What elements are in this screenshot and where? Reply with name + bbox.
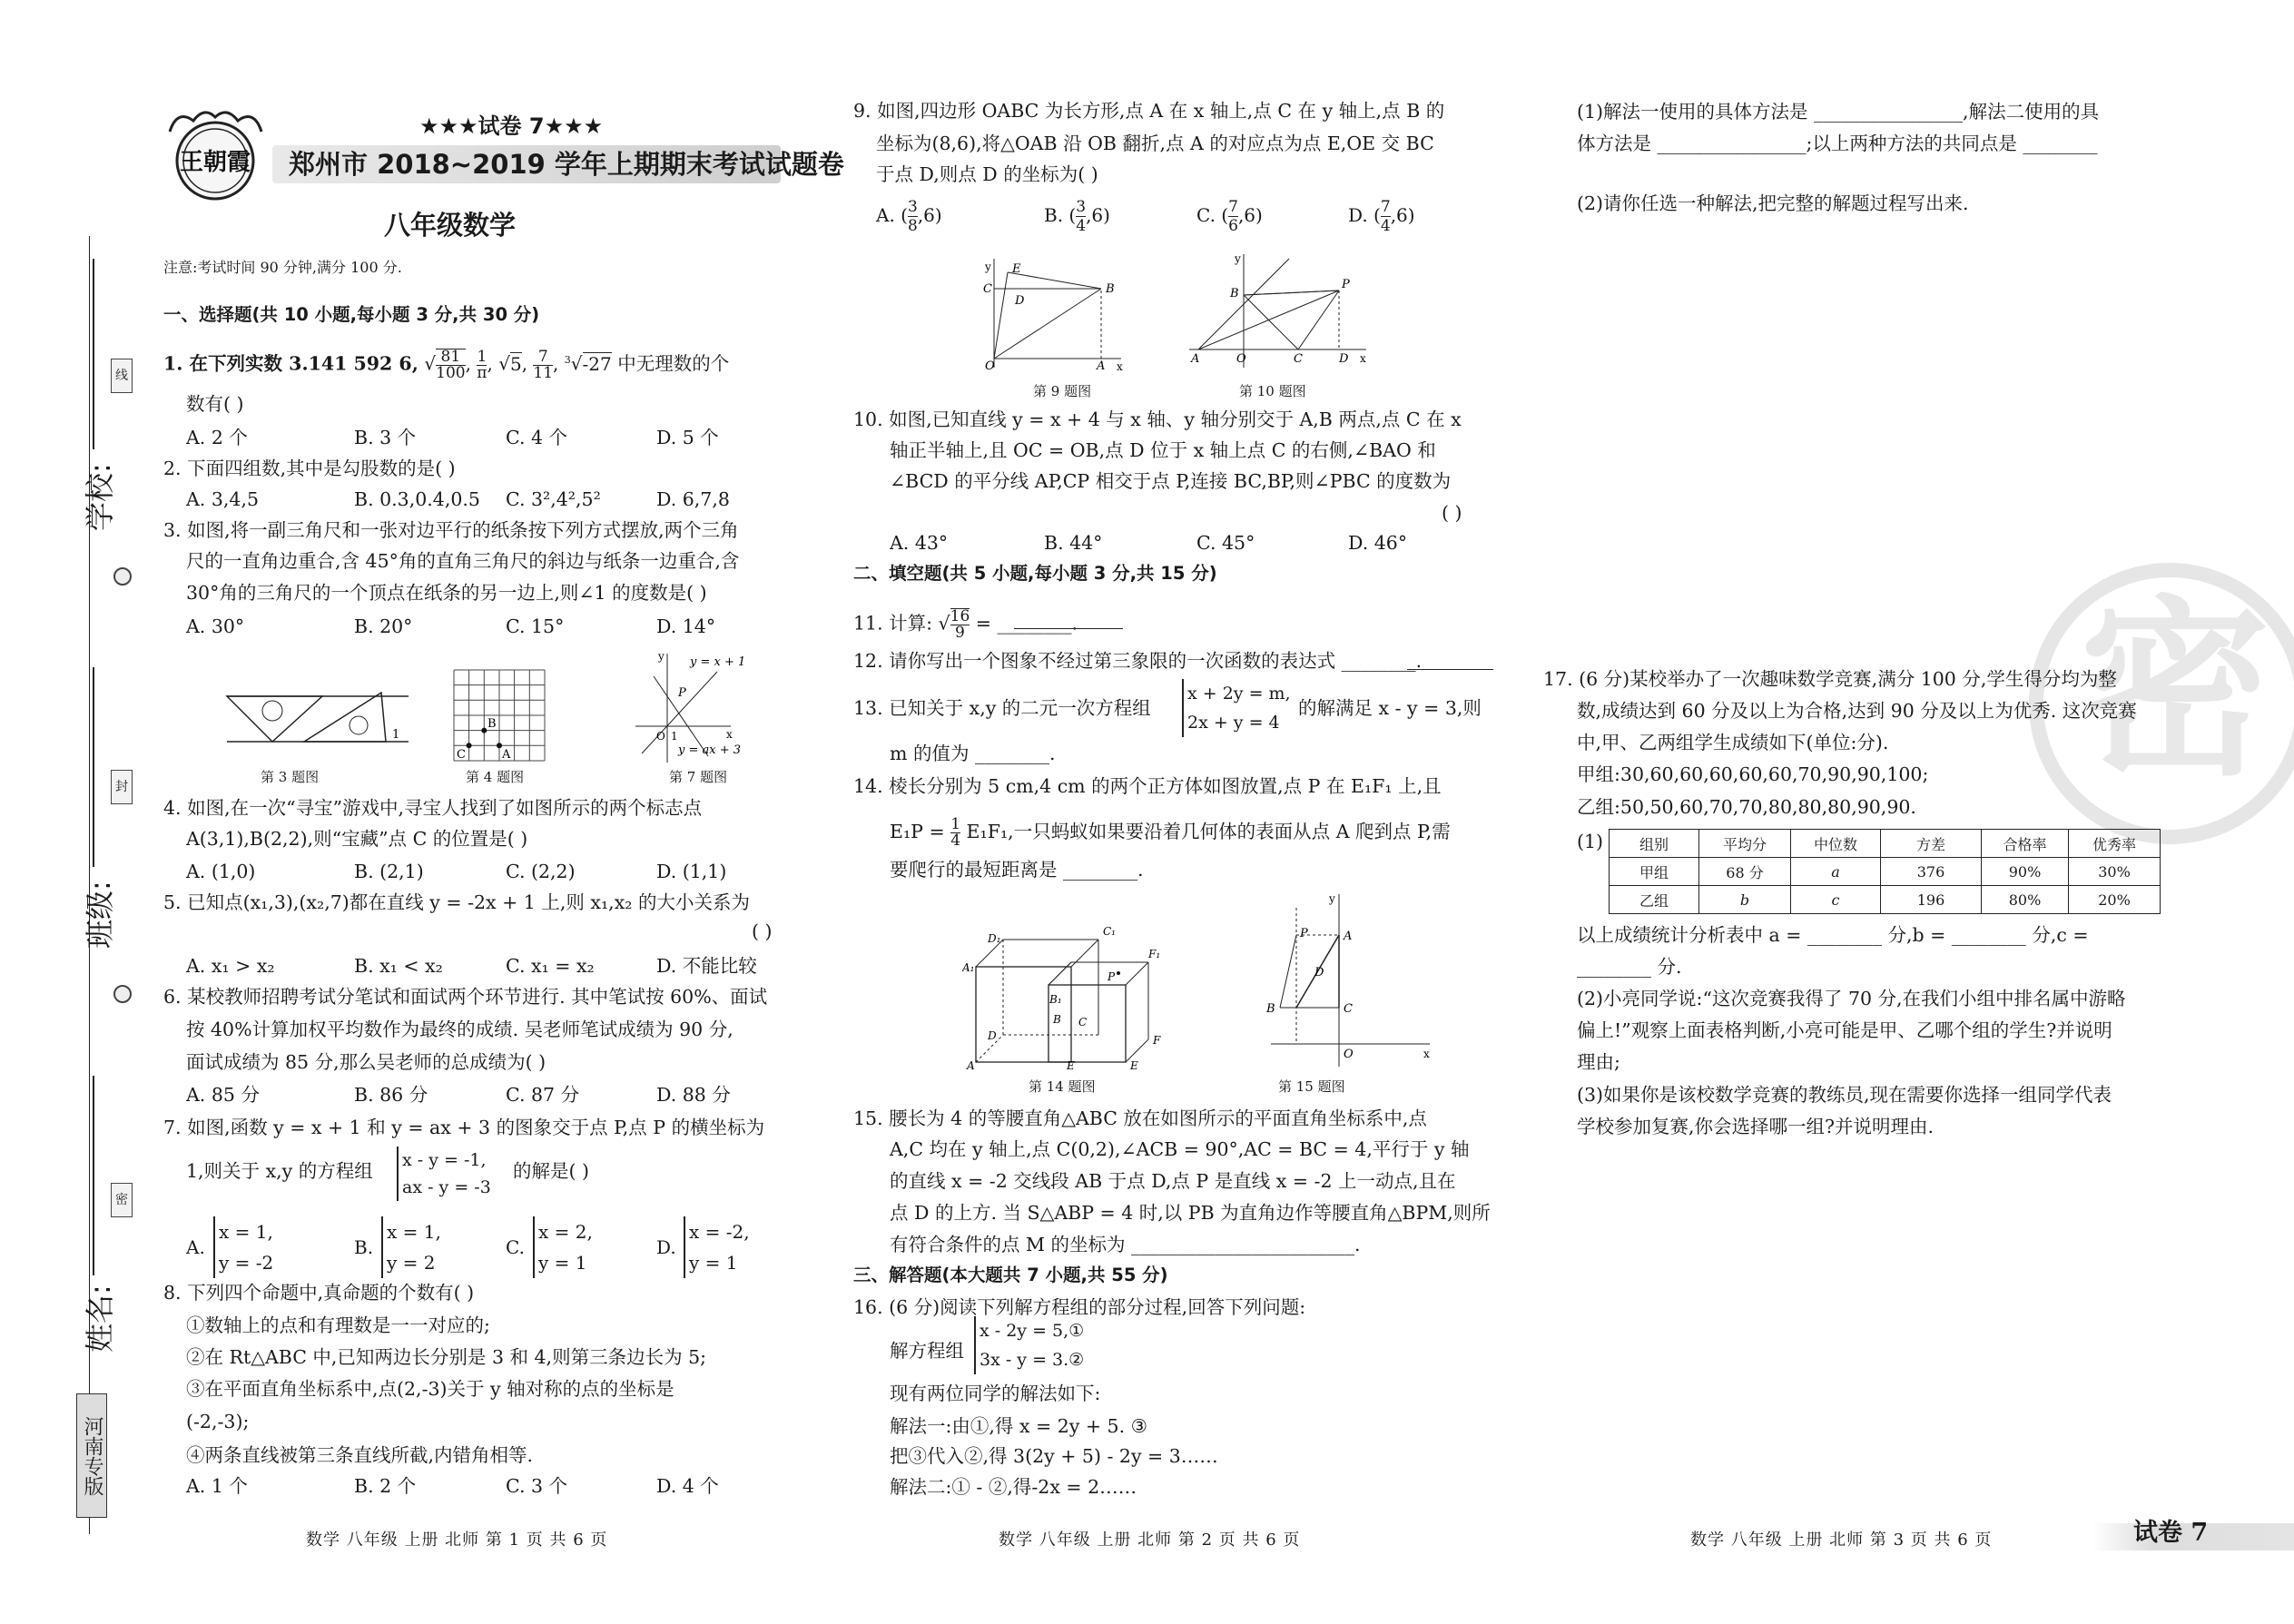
q15-text-1: 15. 腰长为 4 的等腰直角△ABC 放在如图所示的平面直角坐标系中,点 [853,1107,1427,1129]
q10-option-b[interactable]: B. 44° [1044,532,1103,554]
svg-text:x: x [726,728,733,741]
table-cell: a [1791,858,1881,886]
name-label: 姓名: [83,1284,117,1353]
svg-text:F: F [1153,1034,1161,1047]
q16-part2-text: (2)请你任选一种解法,把完整的解题过程写出来. [1577,192,1969,214]
q5-option-c[interactable]: C. x₁ = x₂ [506,955,595,977]
svg-text:C: C [1294,352,1303,366]
table-header-cell: 平均分 [1699,830,1791,858]
table-header-cell: 合格率 [1982,830,2069,858]
q17-part3-text-2: 学校参加复赛,你会选择哪一组?并说明理由. [1577,1116,1935,1137]
svg-text:D: D [988,1029,997,1042]
svg-text:B: B [1230,287,1239,300]
q14-text-2: E₁P = $\frac{1}{4}$ E₁F₁,一只蚂蚁如果要沿着几何体的表面从点 A 爬到点 P,需 [890,815,1451,850]
subject-title: 八年级数学 [384,210,517,241]
q8-text: 8. 下列四个命题中,真命题的个数有( ) [163,1282,475,1304]
svg-text:C: C [1078,1016,1088,1029]
q1-text: 1. 在下列实数 3.141 592 6, √ $\frac{81}{100}$ , $\frac{1}{\pi}$ , √5, $\frac{7}{11}$ , $^3$√-27 中无理数的个 [163,347,730,382]
q13-text-3: m 的值为 ________. [890,743,1056,764]
q6-option-a[interactable]: A. 85 分 [186,1084,260,1106]
figure-4-caption: 第 4 题图 [466,769,525,785]
figure-15-caption: 第 15 题图 [1278,1078,1345,1095]
q17-part1-blanks-cont: ________ 分. [1577,956,1682,978]
q15-text-2: A,C 均在 y 轴上,点 C(0,2),∠ACB = 90°,AC = BC = 4,平行于 y 轴 [890,1138,1470,1160]
q5-option-a[interactable]: A. x₁ > x₂ [186,955,275,977]
q8-statement-1: ①数轴上的点和有理数是一一对应的; [186,1314,490,1336]
table-cell: 68 分 [1699,858,1791,886]
q9-text-1: 9. 如图,四边形 OABC 为长方形,点 A 在 x 轴上,点 C 在 y 轴上,点 B 的 [853,100,1445,122]
q6-text-3: 面试成绩为 85 分,那么吴老师的总成绩为( ) [186,1051,546,1073]
q3-text-2: 尺的一直角边重合,含 45°角的直角三角尺的斜边与纸条一边重合,含 [186,550,740,572]
svg-text:P: P [678,686,686,700]
table-header-cell: 中位数 [1791,830,1881,858]
q10-text-1: 10. 如图,已知直线 y = x + 4 与 x 轴、y 轴分别交于 A,B 两点,点 C 在 x [853,408,1462,430]
svg-text:y: y [1329,892,1335,905]
table-cell: 乙组 [1610,886,1699,914]
q4-text-1: 4. 如图,在一次“寻宝”游戏中,寻宝人找到了如图所示的两个标志点 [163,797,703,819]
q2-option-d[interactable]: D. 6,7,8 [656,488,730,510]
svg-text:C: C [1344,1002,1353,1016]
q17-part2-text-3: 理由; [1577,1051,1620,1073]
q17-part1-label: (1) [1577,831,1604,852]
q3-option-c[interactable]: C. 15° [506,615,565,637]
q16-text-b: 现有两位同学的解法如下: [890,1383,1101,1404]
figure-9-caption: 第 9 题图 [1033,383,1092,399]
svg-text:y: y [658,650,665,663]
svg-text:A: A [502,748,511,762]
footer-page-2: 数学 八年级 上册 北师 第 2 页 共 6 页 [999,1530,1301,1550]
svg-text:E: E [1067,1059,1075,1071]
q16-text: 16. (6 分)阅读下列解方程组的部分过程,回答下列问题: [853,1296,1306,1318]
svg-text:D: D [1314,966,1324,979]
q10-text-4: ( ) [1442,502,1462,524]
q7-text-2: 1,则关于 x,y 的方程组 [186,1160,373,1182]
footer-page-3: 数学 八年级 上册 北师 第 3 页 共 6 页 [1690,1530,1993,1550]
q4-option-a[interactable]: A. (1,0) [186,861,256,882]
table-header-cell: 方差 [1881,830,1982,858]
q3-option-d[interactable]: D. 14° [656,615,716,637]
exam-notice: 注意:考试时间 90 分钟,满分 100 分. [163,259,402,276]
q9-option-c[interactable]: C. ( $\frac{7}{6}$ ,6) [1196,198,1263,235]
binding-ring-1 [113,567,132,586]
class-field[interactable] [93,667,94,867]
q2-option-c[interactable]: C. 3²,4²,5² [506,488,601,510]
figure-10-caption: 第 10 题图 [1239,383,1306,399]
svg-text:E: E [1130,1059,1138,1071]
svg-text:F₁: F₁ [1148,948,1161,960]
q16-text-e: 解法二:① - ②,得-2x = 2…… [890,1476,1137,1498]
q1-option-a[interactable]: A. 2 个 [186,427,248,448]
q10-option-c[interactable]: C. 45° [1196,532,1255,554]
q8-statement-3: ③在平面直角坐标系中,点(2,-3)关于 y 轴对称的点的坐标是 [186,1378,674,1400]
q9-text-2: 坐标为(8,6),将△OAB 沿 OB 翻折,点 A 的对应点为点 E,OE 交 BC [876,133,1434,154]
q17-text-3: 中,甲、乙两组学生成绩如下(单位:分). [1577,732,1889,753]
figure-3 [218,685,418,758]
q3-text-3: 30°角的三角尺的一个顶点在纸条的另一边上,则∠1 的度数是( ) [186,582,707,604]
svg-text:D: D [1015,294,1025,308]
table-cell: 甲组 [1610,858,1699,886]
svg-text:D₁: D₁ [988,932,1001,945]
q7-text-1: 7. 如图,函数 y = x + 1 和 y = ax + 3 的图象交于点 P,点 P 的横坐标为 [163,1117,765,1138]
name-field[interactable] [93,1076,94,1275]
q15-text-5: 有符合条件的点 M 的坐标为 ________________________. [890,1234,1361,1255]
q2-text: 2. 下面四组数,其中是勾股数的是( ) [163,458,456,479]
q14-text-3: 要爬行的最短距离是 ________. [890,859,1144,881]
q16-text-c: 解法一:由①,得 x = 2y + 5. ③ [890,1415,1147,1437]
q6-text-1: 6. 某校教师招聘考试分笔试和面试两个环节进行. 其中笔试按 60%、面试 [163,986,768,1008]
figure-7 [631,649,785,767]
q15-text-3: 的直线 x = -2 交线段 AB 于点 D,点 P 是直线 x = -2 上一动点,且在 [890,1170,1456,1192]
table-row [1610,886,2161,914]
q9-text-3: 于点 D,则点 D 的坐标为( ) [876,163,1098,185]
q5-option-d[interactable]: D. 不能比较 [656,955,757,977]
class-label: 班级: [83,881,117,949]
q2-option-b[interactable]: B. 0.3,0.4,0.5 [354,488,480,510]
svg-text:x: x [1117,360,1123,372]
q16-system: x - 2y = 5,① 3x - y = 3.② [974,1316,1084,1374]
svg-text:C: C [983,282,992,296]
q6-option-d[interactable]: D. 88 分 [656,1084,731,1106]
q1-numbers: √ $\frac{81}{100}$ , $\frac{1}{\pi}$ , √5, $\frac{7}{11}$ , $^3$√-27 [424,347,612,382]
q3-option-a[interactable]: A. 30° [186,615,245,637]
school-label: 学校: [83,463,117,531]
table-row [1610,858,2161,886]
q13-text-2: 的解满足 x - y = 3,则 [1298,697,1482,719]
q8-statement-2: ②在 Rt△ABC 中,已知两边长分别是 3 和 4,则第三条边长为 5; [186,1346,707,1368]
svg-text:y = ax + 3: y = ax + 3 [678,743,742,757]
svg-text:O: O [1344,1048,1354,1061]
figure-7-caption: 第 7 题图 [669,769,728,785]
exam-title: 郑州市 2018~2019 学年上期期末考试试题卷 [289,149,844,180]
svg-text:O: O [1236,352,1246,366]
svg-text:A₁: A₁ [962,961,975,974]
q17-group-b-scores: 乙组:50,50,60,70,70,80,80,80,90,90. [1577,796,1916,818]
figure-14-caption: 第 14 题图 [1029,1078,1096,1095]
q17-part3-text-1: (3)如果你是该校数学竞赛的教练员,现在需要你选择一组同学代表 [1577,1084,2112,1106]
q4-text-2: A(3,1),B(2,2),则“宝藏”点 C 的位置是( ) [186,828,528,850]
svg-text:B: B [1106,282,1115,296]
q12-answer-blank[interactable] [1407,669,1493,670]
footer-paper-badge: 试卷 7 [2133,1519,2209,1547]
svg-text:x: x [1423,1048,1430,1060]
svg-text:y = x + 1: y = x + 1 [690,655,746,669]
figure-14 [962,917,1162,1071]
svg-text:B: B [487,717,497,731]
q9-option-d[interactable]: D. ( $\frac{7}{4}$ ,6) [1348,198,1415,235]
q17-group-a-scores: 甲组:30,60,60,60,60,60,70,90,90,100; [1577,763,1929,785]
svg-text:B: B [1053,1013,1061,1026]
table-header-row [1610,830,2161,858]
q17-text-2: 数,成绩达到 60 分及以上为合格,达到 90 分及以上为优秀. 这次竞赛 [1577,700,2137,722]
q8-statement-3-cont: (-2,-3); [186,1411,250,1432]
svg-text:B₁: B₁ [1049,993,1062,1006]
q8-statement-4: ④两条直线被第三条直线所截,内错角相等. [186,1444,534,1466]
q9-option-b[interactable]: B. ( $\frac{3}{4}$ ,6) [1044,198,1110,235]
q5-text-2: ( ) [752,920,773,942]
q4-option-c[interactable]: C. (2,2) [506,861,576,882]
q17-text-1: 17. (6 分)某校举办了一次趣味数学竞赛,满分 100 分,学生得分均为整 [1543,668,2117,690]
table-cell: c [1791,886,1881,914]
svg-text:O: O [656,730,665,743]
figure-3-caption: 第 3 题图 [261,769,320,785]
q6-option-c[interactable]: C. 87 分 [506,1084,580,1106]
q17-part2-text-2: 偏上!”观察上面表格判断,小亮可能是甲、乙哪个组的学生?并说明 [1577,1019,2112,1041]
footer-page-1: 数学 八年级 上册 北师 第 1 页 共 6 页 [306,1530,608,1550]
svg-text:1: 1 [671,730,678,743]
svg-text:A: A [967,1059,975,1071]
table-cell: 90% [1982,858,2069,886]
q11-text: 11. 计算: √ $\frac{16}{9}$ = ________. [853,607,1078,642]
svg-text:P: P [1300,927,1308,940]
q10-option-d[interactable]: D. 46° [1348,532,1408,554]
figure-4 [449,665,549,765]
table-cell: 196 [1881,886,1982,914]
q8-option-b[interactable]: B. 2 个 [354,1475,417,1497]
table-cell: 30% [2069,858,2161,886]
figure-15 [1253,890,1434,1071]
svg-text:A: A [1344,930,1353,943]
table-header-cell: 优秀率 [2069,830,2161,858]
q17-part1-blanks: 以上成绩统计分析表中 a = ________ 分,b = ________ 分,c = [1577,924,2089,946]
q9-option-a[interactable]: A. ( $\frac{3}{8}$ ,6) [876,198,942,235]
q8-option-a[interactable]: A. 1 个 [186,1475,248,1497]
section-3-heading: 三、解答题(本大题共 7 小题,共 55 分) [853,1265,1168,1285]
paper-number: ★★★试卷 7★★★ [419,113,604,139]
q13-system: x + 2y = m, 2x + y = 4 [1182,679,1291,737]
q3-option-b[interactable]: B. 20° [354,615,413,637]
svg-text:P: P [1342,278,1350,291]
q7-system: x - y = -1, ax - y = -3 [397,1147,491,1201]
q10-text-3: ∠BCD 的平分线 AP,CP 相交于点 P,连接 BC,BP,则∠PBC 的度数为 [890,470,1452,492]
logo-text: 王朝霞 [179,149,251,176]
q1-option-b[interactable]: B. 3 个 [354,427,417,448]
figure-10 [1180,250,1371,372]
q14-text-1: 14. 棱长分别为 5 cm,4 cm 的两个正方体如图放置,点 P 在 E₁F₁ 上,且 [853,775,1442,797]
svg-text:O: O [985,359,995,372]
publisher-logo [159,104,272,204]
q17-stats-table [1609,829,2161,914]
q2-option-a[interactable]: A. 3,4,5 [186,488,259,510]
q16-part1-text-1: (1)解法一使用的具体方法是 ________________,解法二使用的具 [1577,101,2100,123]
svg-text:C: C [457,748,466,762]
svg-text:P: P [1108,970,1116,983]
svg-text:D: D [1339,352,1349,366]
q1-text-cont: 数有( ) [186,393,244,415]
table-cell: 20% [2069,886,2161,914]
q1-option-d[interactable]: D. 5 个 [656,427,719,448]
q4-option-d[interactable]: D. (1,1) [656,861,727,882]
q10-option-a[interactable]: A. 43° [890,532,949,554]
edition-badge: 河南专版 [76,1393,107,1518]
watermark-text: 密 [2080,579,2271,802]
q5-text-1: 5. 已知点(x₁,3),(x₂,7)都在直线 y = -2x + 1 上,则 x₁,x₂ 的大小关系为 [163,891,750,913]
q16-part1-text-2: 体方法是 ________________;以上两种方法的共同点是 ________ [1577,133,2098,154]
q5-option-b[interactable]: B. x₁ < x₂ [354,955,443,977]
q13-text-1: 13. 已知关于 x,y 的二元一次方程组 [853,697,1151,719]
q17-part2-text-1: (2)小亮同学说:“这次竞赛我得了 70 分,在我们小组中排名属中游略 [1577,988,2126,1009]
q8-option-c[interactable]: C. 3 个 [506,1475,568,1497]
table-header-cell: 组别 [1610,830,1699,858]
section-1-heading: 一、选择题(共 10 小题,每小题 3 分,共 30 分) [163,304,540,325]
q10-text-2: 轴正半轴上,且 OC = OB,点 D 位于 x 轴上点 C 的右侧,∠BAO 和 [890,439,1436,461]
svg-text:x: x [1360,352,1366,365]
school-field[interactable] [93,259,94,449]
q16-text-d: 把③代入②,得 3(2y + 5) - 2y = 3…… [890,1445,1218,1467]
binding-ring-2 [113,985,132,1003]
q8-option-d[interactable]: D. 4 个 [656,1475,719,1497]
q11-answer-blank[interactable] [1014,628,1123,629]
table-cell: b [1699,886,1791,914]
q15-text-4: 点 D 的上方. 当 S△ABP = 4 时,以 PB 为直角边作等腰直角△BPM,则所 [890,1202,1491,1224]
svg-text:1: 1 [392,728,400,742]
seal-line-mark: 线 [111,359,133,393]
q4-option-b[interactable]: B. (2,1) [354,861,424,882]
svg-text:A: A [1191,352,1200,366]
svg-text:E: E [1012,262,1021,276]
svg-text:y: y [985,261,991,273]
q16-text-a: 解方程组 [890,1340,964,1362]
q6-text-2: 按 40%计算加权平均数作为最终的成绩. 吴老师笔试成绩为 90 分, [186,1019,733,1040]
table-cell: 80% [1982,886,2069,914]
svg-text:C₁: C₁ [1103,925,1116,938]
q1-option-c[interactable]: C. 4 个 [506,427,568,448]
svg-text:A: A [1097,359,1106,372]
section-2-heading: 二、填空题(共 5 小题,每小题 3 分,共 15 分) [853,563,1217,584]
table-cell: 376 [1881,858,1982,886]
seal-secret-mark: 密 [111,1183,133,1217]
figure-9 [980,254,1126,372]
svg-text:B: B [1266,1002,1275,1016]
q7-text-3: 的解是( ) [513,1160,590,1182]
seal-seal-mark: 封 [111,770,133,804]
q12-text: 12. 请你写出一个图象不经过第三象限的一次函数的表达式 ________. [853,650,1423,672]
q3-text-1: 3. 如图,将一副三角尺和一张对边平行的纸条按下列方式摆放,两个三角 [163,519,739,541]
svg-text:y: y [1235,252,1241,265]
q6-option-b[interactable]: B. 86 分 [354,1084,428,1106]
